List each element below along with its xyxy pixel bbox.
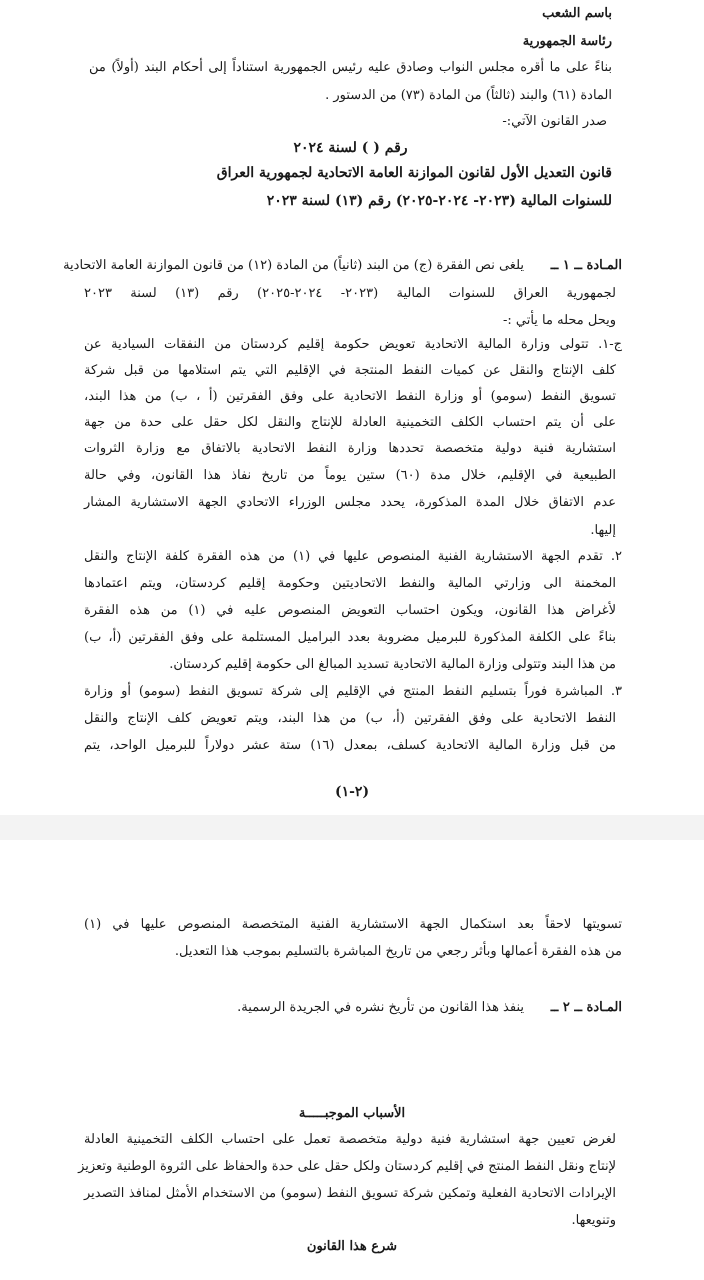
page-separator bbox=[0, 815, 704, 840]
clause-c1-line: على أن يتم احتساب الكلف التخمينية العادلة للإنتاج والنقل لكل حقل على حدة من جهة bbox=[84, 415, 616, 430]
clause-2-line: من هذا البند وتتولى وزارة المالية الاتحادية تسديد المبالغ الى حكومة إقليم كردستان. bbox=[169, 657, 616, 672]
clause-c1-line: ج-١. تتولى وزارة المالية الاتحادية تعويض حكومة إقليم كردستان من النفقات السيادية عن bbox=[84, 337, 622, 352]
document-page-2 bbox=[0, 840, 704, 1280]
article-1-line: يلغى نص الفقرة (ج) من البند (ثانياً) من المادة (١٢) من قانون الموازنة العامة الاتحادية bbox=[63, 258, 524, 273]
clause-c1-line: تسويق النفط (سومو) أو وزارة النفط الاتحادية على وفق الفقرتين (أ ، ب) من هذا البند، bbox=[84, 389, 616, 404]
clause-c1-line: كلف الإنتاج والنقل عن كميات النفط المنتجة في الإقليم التي يتم استلامها من قبل شركة bbox=[84, 363, 616, 378]
header-in-name: باسم الشعب bbox=[542, 6, 612, 21]
footer-title: شرع هذا القانون bbox=[306, 1239, 398, 1254]
clause-2-line: المخمنة الى وزارتي المالية والنفط الاتحاديتين وحكومة إقليم كردستان، ويتم اعتمادها bbox=[84, 576, 616, 591]
clause-c1-line: استشارية فنية دولية متخصصة تحددها وزارة النفط الاتحادية بالاتفاق مع وزارة الثروات bbox=[84, 441, 616, 456]
article-2-label: المـادة ــ ٢ ــ bbox=[550, 1000, 622, 1015]
continuation-line: تسويتها لاحقاً بعد استكمال الجهة الاستشارية الفنية المتخصصة المنصوص عليها في (١) bbox=[84, 917, 622, 932]
clause-c1-line: الطبيعية في الإقليم، خلال مدة (٦٠) ستين يوماً من تاريخ نفاذ هذا القانون، وفي حالة bbox=[84, 468, 616, 483]
clause-c1-line: عدم الاتفاق خلال المدة المذكورة، يحدد مجلس الوزراء الاتحادي الجهة الاستشارية المشار bbox=[84, 495, 616, 510]
clause-2-line: لأغراض هذا القانون، ويكون احتساب التعويض المنصوص عليه في (١) من هذه الفقرة bbox=[84, 603, 616, 618]
article-1-label: المـادة ــ ١ ــ bbox=[550, 258, 622, 273]
clause-3-line: النفط الاتحادية على وفق الفقرتين (أ، ب) من هذا البند، ويتم تعويض كلف الإنتاج والنقل bbox=[84, 711, 616, 726]
reasons-title: الأسباب الموجبـــــة bbox=[298, 1106, 406, 1121]
reasons-line: الإيرادات الاتحادية الفعلية وتمكين شركة تسويق النفط (سومو) من الاستخدام الأمثل لمنافذ التصدير bbox=[84, 1186, 616, 1201]
reasons-line: لغرض تعيين جهة استشارية فنية دولية متخصصة تعمل على احتساب الكلف التخمينية العادلة bbox=[84, 1132, 616, 1147]
header-presidency: رئاسة الجمهورية bbox=[522, 34, 612, 49]
clause-2-line: بناءً على الكلفة المذكورة للبرميل مضروبة بعدد البراميل المستلمة على وفق الفقرتين (أ، ب) bbox=[84, 630, 616, 645]
law-number: رقم ( ) لسنة ٢٠٢٤ bbox=[293, 140, 408, 156]
preamble-line: بناءً على ما أقره مجلس النواب وصادق عليه رئيس الجمهورية استناداً إلى أحكام البند (أولاً) من bbox=[89, 60, 612, 75]
clause-3-line: ٣. المباشرة فوراً بتسليم النفط المنتج في الإقليم إلى شركة تسويق النفط (سومو) أو وزارة bbox=[84, 684, 622, 699]
clause-3-line: من قبل وزارة المالية الاتحادية كسلف، بمعدل (١٦) ستة عشر دولاراً للبرميل الواحد، يتم bbox=[84, 738, 616, 753]
reasons-line: لإنتاج ونقل النفط المنتج في إقليم كردستان ولكل حقل على حدة والحفاظ على الثروة الوطنية وتعزيز bbox=[78, 1159, 616, 1174]
page-number: (٢-١) bbox=[334, 784, 370, 800]
preamble-line: صدر القانون الآتي:- bbox=[502, 114, 607, 129]
clause-2-line: ٢. تقدم الجهة الاستشارية الفنية المنصوص عليها في (١) من هذه الفقرة كلفة الإنتاج والنقل bbox=[84, 549, 622, 564]
preamble-line: المادة (٦١) والبند (ثالثاً) من المادة (٧٣) من الدستور . bbox=[325, 88, 612, 103]
law-title-line: قانون التعديل الأول لقانون الموازنة العامة الاتحادية لجمهورية العراق bbox=[216, 165, 612, 181]
article-1-line: لجمهورية العراق للسنوات المالية (٢٠٢٣- ٢٠٢٤-٢٠٢٥) رقم (١٣) لسنة ٢٠٢٣ bbox=[84, 286, 616, 301]
reasons-line: وتنويعها. bbox=[571, 1213, 616, 1228]
law-title-line: للسنوات المالية (٢٠٢٣- ٢٠٢٤-٢٠٢٥) رقم (١٣) لسنة ٢٠٢٣ bbox=[266, 193, 612, 209]
continuation-line: من هذه الفقرة أعمالها وبأثر رجعي من تاريخ المباشرة بالتسليم بموجب هذا التعديل. bbox=[174, 944, 622, 959]
clause-c1-line: إليها. bbox=[590, 523, 616, 538]
article-2-text: ينفذ هذا القانون من تأريخ نشره في الجريدة الرسمية. bbox=[237, 1000, 524, 1015]
article-1-line: ويحل محله ما يأتي :- bbox=[502, 313, 616, 328]
